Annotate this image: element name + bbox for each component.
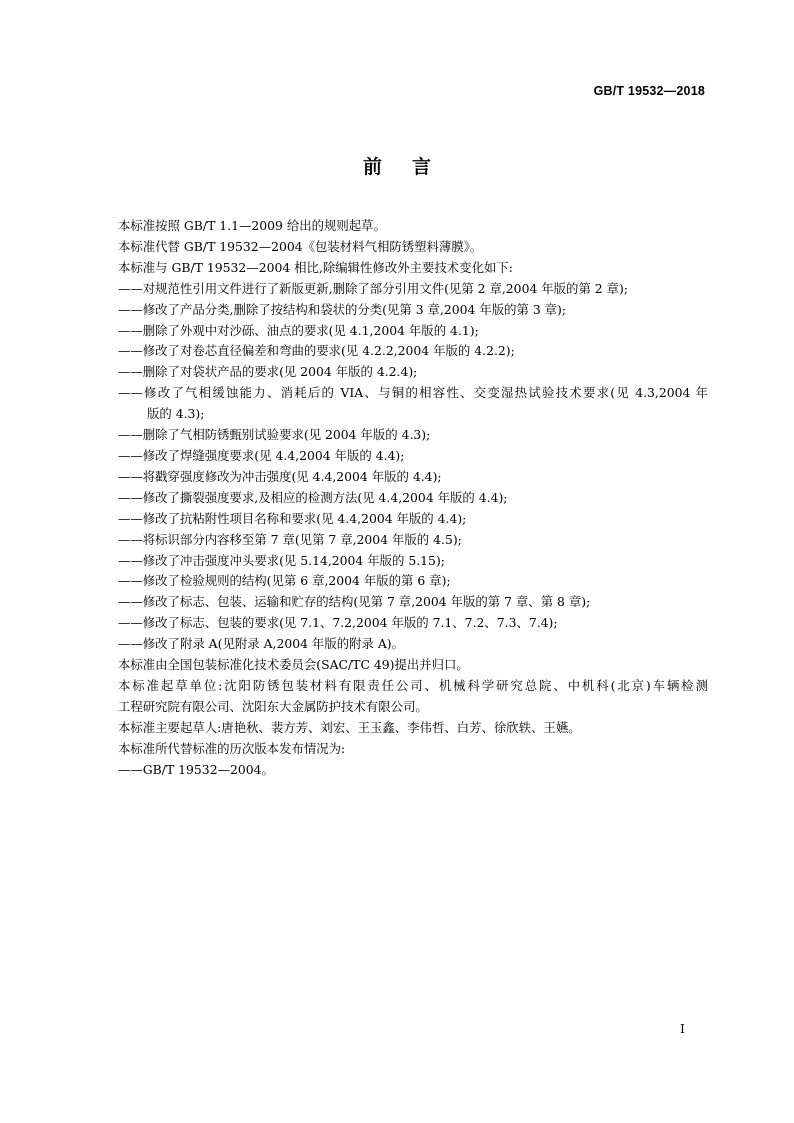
change-item: ——删除了对袋状产品的要求(见 2004 年版的 4.2.4);	[118, 364, 418, 380]
foreword-body	[118, 216, 708, 780]
page-number: I	[680, 1021, 685, 1036]
drafters-line: 本标准主要起草人:唐艳秋、裴方芳、刘宏、王玉鑫、李伟哲、白芳、徐欣轶、王嬿。	[118, 719, 581, 735]
drafting-units-continuation: 工程研究院有限公司、沈阳东大金属防护技术有限公司。	[118, 698, 428, 714]
change-item: ——修改了附录 A(见附录 A,2004 年版的附录 A)。	[118, 636, 404, 652]
change-item: ——修改了检验规则的结构(见第 6 章,2004 年版的第 6 章);	[118, 573, 451, 589]
foreword-line: 本标准按照 GB/T 1.1—2009 给出的规则起草。	[118, 218, 386, 233]
change-item: ——修改了撕裂强度要求,及相应的检测方法(见 4.4,2004 年版的 4.4);	[118, 489, 508, 505]
change-item: ——对规范性引用文件进行了新版更新,删除了部分引用文件(见第 2 章,2004 年版的第 2 章);	[118, 280, 628, 296]
change-item: ——删除了气相防锈甄别试验要求(见 2004 年版的 4.3);	[118, 427, 431, 443]
standard-number-header: GB/T 19532—2018	[593, 84, 705, 98]
change-item: ——删除了外观中对沙砾、油点的要求(见 4.1,2004 年版的 4.1);	[118, 322, 479, 338]
change-item: ——修改了气相缓蚀能力、消耗后的 VIA、与铜的相容性、交变湿热试验技术要求(见 4.3,2004 年	[118, 385, 708, 401]
change-item: ——修改了冲击强度冲头要求(见 5.14,2004 年版的 5.15);	[118, 552, 445, 568]
page-title: 前言	[362, 156, 461, 178]
previous-edition-item: ——GB/T 19532—2004。	[118, 761, 274, 777]
change-item: ——将标识部分内容移至第 7 章(见第 7 章,2004 年版的 4.5);	[118, 531, 462, 547]
change-item: ——将戳穿强度修改为冲击强度(见 4.4,2004 年版的 4.4);	[118, 468, 442, 484]
foreword-line: 本标准由全国包装标准化技术委员会(SAC/TC 49)提出并归口。	[118, 657, 469, 673]
change-item: ——修改了对卷芯直径偏差和弯曲的要求(见 4.2.2,2004 年版的 4.2.2);	[118, 343, 515, 359]
drafting-units-line: 本标准起草单位:沈阳防锈包装材料有限责任公司、机械科学研究总院、中机科(北京)车辆检测	[118, 677, 708, 693]
change-item: ——修改了标志、包装、运输和贮存的结构(见第 7 章,2004 年版的第 7 章、第 8 章);	[118, 594, 591, 610]
foreword-line: 本标准与 GB/T 19532—2004 相比,除编辑性修改外主要技术变化如下:	[118, 259, 513, 275]
foreword-line: 本标准所代替标准的历次版本发布情况为:	[118, 740, 346, 756]
change-item: ——修改了焊缝强度要求(见 4.4,2004 年版的 4.4);	[118, 447, 405, 463]
change-item: ——修改了标志、包装的要求(见 7.1、7.2,2004 年版的 7.1、7.2、7.3、7.4);	[118, 615, 558, 631]
change-item: ——修改了产品分类,删除了按结构和袋状的分类(见第 3 章,2004 年版的第 3 章);	[118, 301, 567, 317]
change-item: ——修改了抗粘附性项目名称和要求(见 4.4,2004 年版的 4.4);	[118, 510, 467, 526]
change-item-continuation: 版的 4.3);	[147, 406, 205, 422]
foreword-line: 本标准代替 GB/T 19532—2004《包装材料气相防锈塑料薄膜》。	[118, 238, 483, 254]
